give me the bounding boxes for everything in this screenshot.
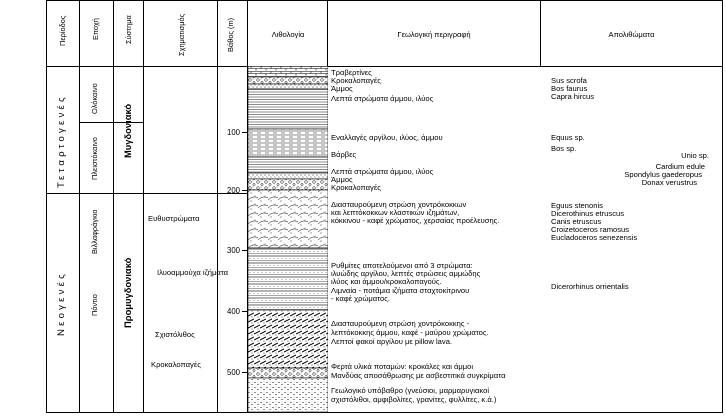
description-line: λεπτόκοκκης άμμου, καφέ - μαύρου χρώματος. [331,328,489,337]
header-formation: Σχηματισμός [177,13,186,56]
description-line: Άμμος [331,175,353,184]
fossil-item: Capra hircus [551,92,595,101]
formation-label: Σχιστόλιθος [155,330,195,339]
description-line: Εναλλαγές αργίλου, ιλύος, άμμου [331,133,443,142]
formation-label: Ευθυστρώματα [148,214,200,223]
header-depth: Βάθος (m) [226,17,235,52]
fossil-item: Eguus stenonis [551,201,603,210]
system-promygdonian: Προμυγδονιακό [122,257,133,328]
description-line: Κροκαλοπαγές [331,183,381,192]
depth-label: 400 [226,307,240,316]
description-line: Τραβερτίνες [331,68,372,77]
description-line: και λεπτόκοκκων κλαστικών ιζημάτων, [331,208,460,217]
fossil-item: Cardium edule [655,162,705,171]
fossil-item: Dicerothinus etruscus [551,209,625,218]
description-line: Λιμναία - ποτάμια ιζήματα σταχτοκίτρινου [331,286,470,295]
epoch-holocene: Ολόκαινο [90,83,99,114]
description-line: ιλύος και άμμου/κροκαλοπαγούς. [331,277,442,286]
description-line: ιλυώδης αργίλου, λεπτές στρώσεις αμμώδης [331,269,481,278]
header-system: Σύστημα [124,15,133,44]
system-mygdonian: Μυγδονιακό [122,103,133,158]
fossil-item: Spondylus gaederopus [624,170,702,179]
lithology-column [248,66,328,412]
formation-label: Κροκαλοπαγές [151,360,201,369]
header-epoch: Εποχή [91,18,100,40]
period-neogene: Νεογενές [56,271,67,336]
formation-label: Ιλυοαμμούχα ιζήματα [157,268,229,277]
fossil-item: Sus scrofa [551,76,587,85]
fossil-item: Unio sp. [681,151,709,160]
description-line: κόκκινου - καφέ χρώματος, χερσαίας προέλευσης. [331,216,500,225]
description-line: Άμμος [331,84,353,93]
epoch-villafranchian: Βιλλαφράγκιο [90,209,99,254]
description-line: Λεπτά στρώματα άμμου, ιλύος [331,167,434,176]
fossil-item: Equus sp. [551,133,585,142]
description-line: Φερτά υλικά ποταμών: κροκάλες και άμμοι [331,362,474,371]
fossil-item: Canis etruscus [551,217,602,226]
epoch-pleistocene: Πλειστόκαινο [90,137,99,180]
description-line: - καφέ χρώματος. [331,294,391,303]
fossil-item: Bos sp. [551,144,577,153]
fossil-item: Croizetoceros ramosus [551,225,630,234]
epoch-pontian: Πόντιο [90,294,99,316]
description-line: σχιστόλιθοι, αμφιβολίτες, γρανίτες, φυλλίτες, κ.ά.) [331,395,497,404]
period-quaternary: Τεταρτογενές [56,94,67,188]
fossil-item: Donax verustrus [641,178,697,187]
header-fossils: Απολιθώματα [608,30,655,39]
header-lithology: Λιθολογία [271,30,305,39]
fossil-item: Bos faurus [551,84,588,93]
description-line: Ρυθμίτες αποτελούμενοι από 3 στρώματα: [331,261,473,270]
fossil-item: Eucladoceros senezensis [551,233,638,242]
header-period: Περίοδος [58,15,67,46]
description-line: Λεπτοί φακοί αργίλου με pillow lava. [331,337,453,346]
description-line: Κροκαλοπαγές [331,76,381,85]
description-line: Διασταυρούμενη στρώση χοντρόκοκκης - [331,319,470,328]
depth-label: 100 [226,128,240,137]
depth-label: 200 [226,186,240,195]
description-line: Διασταυρούμενη στρώση χοντρόκοκκων [331,200,467,209]
header-description: Γεωλογική περιγραφή [397,30,471,39]
depth-label: 500 [226,368,240,377]
description-line: Λεπτά στρώματα άμμου, ιλύος [331,94,434,103]
description-line: Μανδύας αποσάθρωσης με ασβεστιτικά συγκρίματα [331,371,506,380]
description-line: Γεωλογικό υπόβαθρο (γνεύσιοι, μαρμαρυγιακοί [331,386,490,395]
depth-label: 300 [226,246,240,255]
description-line: Βάρβες [331,150,357,159]
fossil-item: Dicerorhinus orrientalis [551,282,629,291]
